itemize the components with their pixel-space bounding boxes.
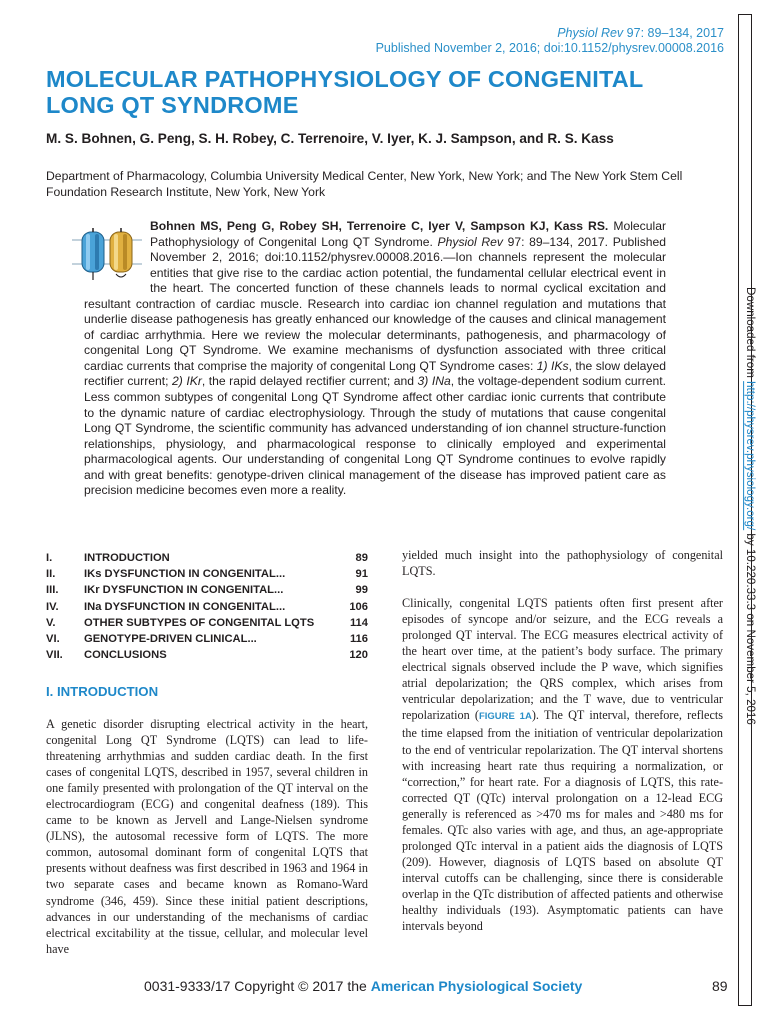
- title-line-1: MOLECULAR PATHOPHYSIOLOGY OF CONGENITAL: [46, 66, 644, 92]
- toc-entry[interactable]: [46, 647, 368, 663]
- intro-paragraph-1-continued: yielded much insight into the pathophysiology of congenital LQTS.: [402, 548, 723, 579]
- toc-number: VI.: [46, 632, 60, 645]
- journal-name: Physiol Rev: [557, 26, 624, 40]
- toc-entry[interactable]: [46, 615, 368, 631]
- toc-number: III.: [46, 584, 59, 597]
- intro-paragraph-2: [402, 595, 723, 934]
- copyright-text: 0031-9333/17 Copyright © 2017 the: [144, 978, 367, 994]
- toc-title: INa DYSFUNCTION IN CONGENITAL...: [84, 600, 286, 613]
- abstract-text-4: , the voltage-dependent sodium current. Less common subtypes of congenital Long QT Syndrome affect other cardiac ionic currents that contribute to the dynamic nature of cardiac electrophysiology. Through the study of mutations that cause congenital Long QT Syndrome, the scientific community has advanced understanding of ion channel structure-function relationships, physiology, and pharmacological response to clinically employed and experimental pharmacological agents. Our understanding of congenital Long QT Syndrome continues to evolve rapidly and with great benefits: genotype-driven clinical management of the disease has improved patient care as precision medicine becomes even more a reality.: [84, 374, 667, 498]
- toc-page: 99: [355, 584, 368, 597]
- author-list: M. S. Bohnen, G. Peng, S. H. Robey, C. Terrenoire, V. Iyer, K. J. Sampson, and R. S. Kass: [46, 131, 614, 146]
- intro-paragraph-1: A genetic disorder disrupting electrical activity in the heart, congenital Long QT Syndrome (LQTS) can lead to life-threatening arrhythmias and sudden cardiac death. In the first cases of congenital LQTS, described in 1957, several children in one family presented with prolongation of the QT interval on the electrocardiogram (ECG) and congenital deafness (189). This came to be known as Jervell and Lange-Nielsen syndrome (JLNS), the autosomal recessive form of LQTS. The more common, autosomal dominant form of congenital LQTS that presents without deafness was first described in 1963 and 1964 in two separate cases and became known as Romano-Ward syndrome (346, 459). Since these initial patient descriptions, advances in our understanding of the mechanisms of cardiac electrical excitability at the tissue, cellular, and molecular level have: [46, 717, 368, 956]
- toc-number: I.: [46, 552, 53, 564]
- abstract-num-3: 3): [417, 374, 429, 389]
- toc-title: IKr DYSFUNCTION IN CONGENITAL...: [84, 584, 284, 597]
- right-column: [402, 547, 723, 934]
- publication-info: Published November 2, 2016; doi:10.1152/physrev.00008.2016: [375, 41, 724, 55]
- abstract-text-2: , the slow delayed rectifier current;: [84, 358, 667, 389]
- journal-citation: [376, 26, 724, 56]
- society-name: American Physiological Society: [370, 978, 583, 994]
- download-prefix: Downloaded from: [744, 287, 757, 378]
- toc-page: 114: [349, 616, 368, 629]
- toc-title: IKs DYSFUNCTION IN CONGENITAL...: [84, 568, 286, 581]
- toc-page: 106: [349, 600, 368, 613]
- toc-title: INTRODUCTION: [84, 552, 170, 564]
- toc-entry[interactable]: [46, 566, 368, 582]
- toc-number: IV.: [46, 600, 59, 613]
- toc-page: 116: [349, 632, 368, 645]
- copyright-line: [144, 978, 582, 994]
- article-title: [46, 66, 736, 118]
- toc-title: GENOTYPE-DRIVEN CLINICAL...: [84, 632, 257, 645]
- toc-entry[interactable]: [46, 599, 368, 615]
- iks-term: IKs: [551, 358, 569, 373]
- abstract-authors: Bohnen MS, Peng G, Robey SH, Terrenoire C, Iyer V, Sampson KJ, Kass RS.: [150, 219, 609, 233]
- toc-entry[interactable]: [46, 582, 368, 598]
- abstract-citation: 97: 89–134, 2017. Published November 2, 2016; doi:10.1152/physrev.00008.2016.—: [150, 234, 667, 265]
- abstract-num-2: 2): [172, 374, 183, 389]
- toc-number: VII.: [46, 649, 63, 662]
- toc-title: OTHER SUBTYPES OF CONGENITAL LQTS: [84, 616, 315, 629]
- journal-issue: 97: 89–134, 2017: [626, 26, 724, 40]
- toc-entry[interactable]: [46, 550, 368, 566]
- section-heading: I. INTRODUCTION: [46, 684, 159, 699]
- toc-page: 89: [355, 552, 368, 564]
- toc-number: II.: [46, 568, 56, 581]
- download-notice: [742, 287, 758, 757]
- affiliation: Department of Pharmacology, Columbia University Medical Center, New York, New York; and The New York Stem Cell Foundation Research Institute, New York, New York: [46, 169, 683, 199]
- abstract-journal: Physiol Rev: [437, 234, 503, 249]
- page-number: 89: [712, 978, 728, 994]
- ina-term: INa: [431, 374, 451, 389]
- toc-entry[interactable]: [46, 631, 368, 647]
- table-of-contents: [46, 550, 368, 663]
- toc-title: CONCLUSIONS: [84, 649, 167, 662]
- abstract-article-title: Molecular Pathophysiology of Congenital Long QT Syndrome.: [150, 219, 666, 249]
- title-line-2: LONG QT SYNDROME: [46, 92, 299, 118]
- ikr-term: IKr: [186, 374, 202, 389]
- download-url-link[interactable]: http://physrev.physiology.org/: [744, 381, 757, 531]
- download-suffix: by 10.220.33.3 on November 5, 2016: [744, 533, 757, 725]
- toc-number: V.: [46, 616, 56, 629]
- icon-spacer: [84, 219, 150, 289]
- abstract-text-3: , the rapid delayed rectifier current; and: [201, 374, 415, 389]
- toc-page: 120: [349, 649, 368, 662]
- paragraph-2-text-a: Clinically, congenital LQTS patients often first present after episodes of syncope and/or seizure, and the ECG reveals a prolonged QT interval. The ECG measures electrical activity of the heart over time, at the patient’s body surface. The primary electrical signals observed include the P wave, which signifies atrial depolarization; the QRS complex, which arises from ventricular depolarization; and the T wave, due to ventricular repolarization (: [402, 596, 723, 723]
- abstract-num-1: 1): [536, 358, 548, 373]
- paragraph-2-text-b: ). The QT interval, therefore, reflects the time elapsed from the initiation of ventricular depolarization to the end of ventricular repolarization. The QT interval shortens with increasing heart rate thus requiring a normalization, or “correction,” for heart rate. For a diagnosis of LQTS, this rate-corrected QT (QTc) interval prolongation on a 12-lead ECG generally is referenced as >470 ms for males and >480 ms for females. QTc also varies with age, and thus, an age-appropriate prolonged QTc interval in a patient aids the diagnosis of LQTS (209). However, diagnosis of LQTS based on absolute QT interval cutoffs can be challenging, since there is considerable overlap in the QTc distribution of affected patients and otherwise healthy individuals (193). Asymptomatic patients can have intervals beyond: [402, 708, 723, 934]
- abstract-text-1: Ion channels represent the molecular entities that give rise to the cardiac action potential, the fundamental cellular electrical event in the heart. The concerted function of these channels leads to normal cyclical excitation and resultant contraction of cardiac muscle. Research into cardiac ion channel regulation and mutations that underlie disease pathogenesis has greatly enhanced our knowledge of the causes and clinical management of cardiac arrhythmia. Here we review the molecular determinants, pathogenesis, and pharmacology of congenital Long QT Syndrome. We examine mechanisms of dysfunction associated with three critical cardiac currents that comprise the majority of congenital Long QT Syndrome cases:: [84, 250, 666, 373]
- figure-1a-link[interactable]: FIGURE 1A: [478, 711, 532, 723]
- toc-page: 91: [355, 568, 368, 581]
- abstract: [84, 219, 666, 499]
